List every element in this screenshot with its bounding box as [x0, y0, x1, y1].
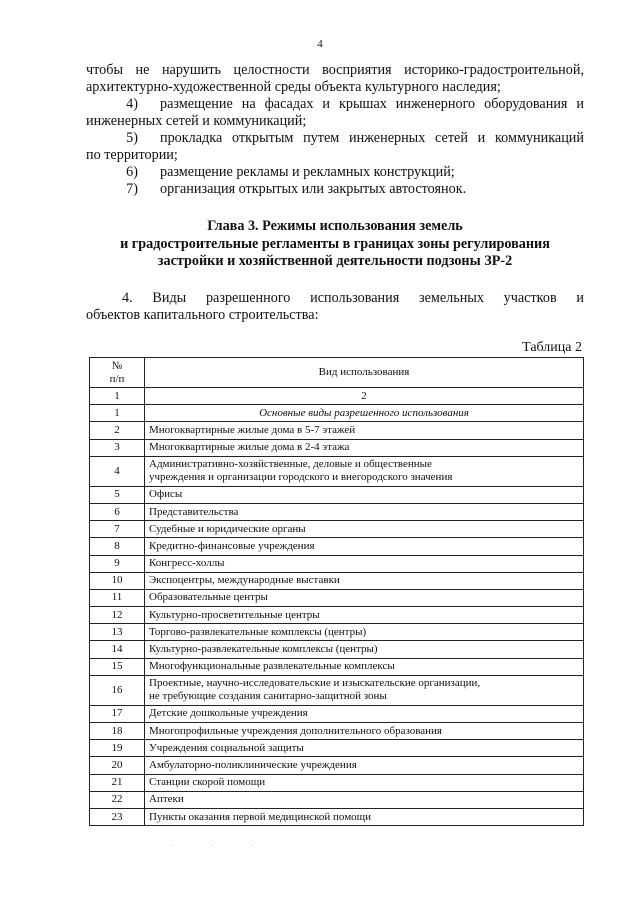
table-caption: Таблица 2: [522, 340, 582, 355]
table-row: [90, 774, 584, 791]
table-cell-number: 1: [90, 388, 145, 405]
table-cell-usage: Экспоцентры, международные выставки: [145, 572, 584, 589]
table-cell-usage: Аптеки: [145, 791, 584, 808]
intro-line-2: архитектурно-художественной среды объекта культурного наследия;: [86, 79, 501, 95]
table-cell-usage: 2: [145, 388, 584, 405]
table-row: [90, 439, 584, 456]
table-row: [90, 740, 584, 757]
header-usage-type: Вид использования: [145, 358, 584, 388]
table-row: [90, 572, 584, 589]
table-row: [90, 675, 584, 705]
table-cell-number: 11: [90, 589, 145, 606]
table-cell-number: 14: [90, 641, 145, 658]
list-item-5: [86, 130, 584, 147]
intro-text: [86, 62, 584, 198]
table-row: [90, 538, 584, 555]
table-cell-usage: Многофункциональные развлекательные комплексы: [145, 658, 584, 675]
list-item-number: 4): [126, 96, 138, 112]
table-cell-number: 13: [90, 624, 145, 641]
table-cell-usage: Торгово-развлекательные комплексы (центры): [145, 624, 584, 641]
table-cell-usage: Детские дошкольные учреждения: [145, 705, 584, 722]
table-row: [90, 808, 584, 825]
table-cell-usage: Административно-хозяйственные, деловые и общественные учреждения и организации городского и внегородского значения: [145, 456, 584, 486]
table-row: [90, 422, 584, 439]
table-section-row: [90, 405, 584, 422]
table-cell-usage: Конгресс-холлы: [145, 555, 584, 572]
table-cell-number: 22: [90, 791, 145, 808]
table-index-row: [90, 388, 584, 405]
list-item-continuation: инженерных сетей и коммуникаций;: [86, 113, 307, 129]
table-cell-number: 3: [90, 439, 145, 456]
chapter-heading-line-1: Глава 3. Режимы использования земель: [207, 218, 463, 234]
table-cell-usage: Многоквартирные жилые дома в 5-7 этажей: [145, 422, 584, 439]
table-row: [90, 503, 584, 520]
list-item-number: 6): [126, 164, 138, 180]
table-cell-number: 1: [90, 405, 145, 422]
table-cell-number: 2: [90, 422, 145, 439]
table-section-title: Основные виды разрешенного использования: [145, 405, 584, 422]
chapter-heading: [86, 218, 584, 271]
table-row: [90, 456, 584, 486]
table-cell-usage: Культурно-просветительные центры: [145, 607, 584, 624]
header-number: № п/п: [90, 358, 145, 388]
list-item-continuation: по территории;: [86, 147, 178, 163]
table-row: [90, 705, 584, 722]
list-item-4: [86, 96, 584, 113]
table-cell-number: 9: [90, 555, 145, 572]
table-row: [90, 521, 584, 538]
list-item-number: 7): [126, 181, 138, 197]
table-cell-usage: Проектные, научно-исследовательские и изыскательские организации, не требующие создания санитарно-защитной зоны: [145, 675, 584, 705]
table-row: [90, 641, 584, 658]
table-cell-usage: Многопрофильные учреждения дополнительного образования: [145, 723, 584, 740]
table-row: [90, 555, 584, 572]
table-cell-usage: Судебные и юридические органы: [145, 521, 584, 538]
table-cell-number: 20: [90, 757, 145, 774]
list-item-text: прокладка открытым путем инженерных сетей и коммуникаций: [160, 130, 584, 146]
list-item-text: организация открытых или закрытых автостоянок.: [160, 181, 467, 197]
table-cell-number: 17: [90, 705, 145, 722]
table-cell-number: 10: [90, 572, 145, 589]
table-cell-usage: Пункты оказания первой медицинской помощи: [145, 808, 584, 825]
table-cell-number: 19: [90, 740, 145, 757]
table-row: [90, 723, 584, 740]
table-header-row: [90, 358, 584, 388]
table-cell-number: 16: [90, 675, 145, 705]
table-cell-number: 5: [90, 486, 145, 503]
chapter-heading-line-2: и градостроительные регламенты в границах зоны регулирования: [120, 235, 550, 252]
table-row: [90, 607, 584, 624]
table-cell-number: 4: [90, 456, 145, 486]
table-row: [90, 589, 584, 606]
paragraph-line-2: объектов капитального строительства:: [86, 307, 319, 323]
list-item-text: размещение рекламы и рекламных конструкций;: [160, 164, 455, 180]
table-row: [90, 624, 584, 641]
table-body: [90, 388, 584, 826]
paragraph-line-1: 4. Виды разрешенного использования земельных участков и: [122, 290, 584, 306]
table-cell-number: 23: [90, 808, 145, 825]
list-item-6: [86, 164, 584, 181]
table-cell-number: 18: [90, 723, 145, 740]
list-item-7: [86, 181, 584, 198]
table-cell-number: 15: [90, 658, 145, 675]
table-cell-usage: Культурно-развлекательные комплексы (центры): [145, 641, 584, 658]
table-cell-number: 7: [90, 521, 145, 538]
table-cell-usage: Станции скорой помощи: [145, 774, 584, 791]
table-cell-number: 8: [90, 538, 145, 555]
usage-table: [89, 357, 584, 826]
scan-specks: · · ·: [170, 842, 271, 850]
list-item-text: размещение на фасадах и крышах инженерного оборудования и: [160, 96, 584, 112]
paragraph-4: [86, 290, 584, 324]
table-row: [90, 486, 584, 503]
table-cell-usage: Многоквартирные жилые дома в 2-4 этажа: [145, 439, 584, 456]
table-cell-number: 6: [90, 503, 145, 520]
intro-line-1: чтобы не нарушить целостности восприятия историко-градостроительной,: [86, 62, 584, 78]
table-cell-usage: Представительства: [145, 503, 584, 520]
table-cell-usage: Учреждения социальной защиты: [145, 740, 584, 757]
table-cell-number: 21: [90, 774, 145, 791]
table-row: [90, 757, 584, 774]
list-item-number: 5): [126, 130, 138, 146]
table-cell-usage: Амбулаторно-поликлинические учреждения: [145, 757, 584, 774]
table-cell-number: 12: [90, 607, 145, 624]
table-row: [90, 658, 584, 675]
page-number: 4: [317, 38, 323, 50]
table-cell-usage: Кредитно-финансовые учреждения: [145, 538, 584, 555]
table-row: [90, 791, 584, 808]
chapter-heading-line-3: застройки и хозяйственной деятельности подзоны ЗР-2: [157, 253, 513, 269]
table-cell-usage: Офисы: [145, 486, 584, 503]
table-cell-usage: Образовательные центры: [145, 589, 584, 606]
